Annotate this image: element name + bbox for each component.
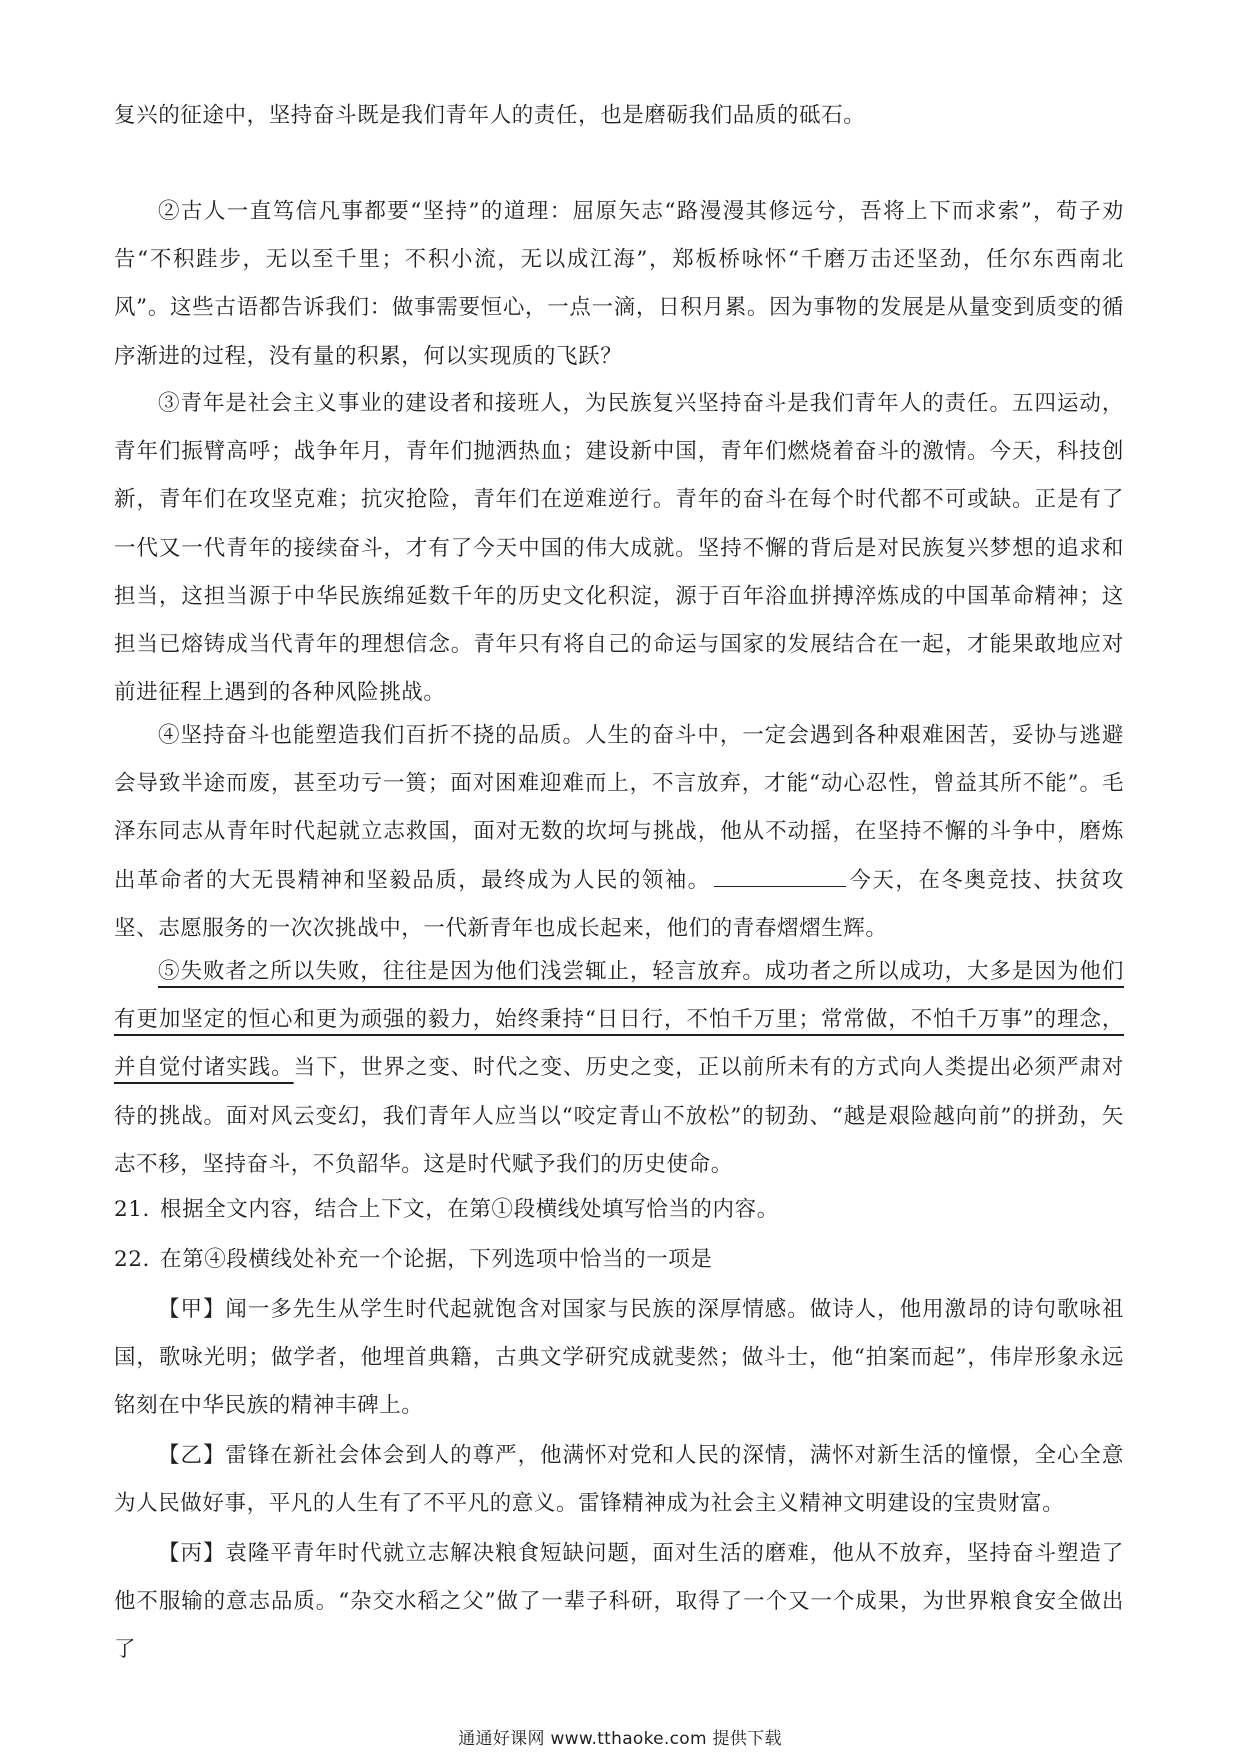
option-jia: 【甲】闻一多先生从学生时代起就饱含对国家与民族的深厚情感。做诗人，他用激昂的诗句歌咏祖国，歌咏光明；做学者，他埋首典籍，古典文学研究成就斐然；做斗士，他“拍案而起”，伟岸形象永远铭刻在中华民族的精神丰碑上。 [114,1297,1124,1419]
paragraph-4-part-a: ④坚持奋斗也能塑造我们百折不挠的品质。人生的奋斗中，一定会遇到各种艰难困苦，妥协与逃避会导致半途而废，甚至功亏一篑；面对困难迎难而上，不言放弃，才能“动心忍性，曾益其所不能”。毛泽东同志从青年时代起就立志救国，面对无数的坎坷与挑战，他从不动摇，在坚持不懈的斗争中，磨炼出革命者的大无畏精神和坚毅品质，最终成为人民的领袖。 [114,723,1124,893]
option-bing: 【丙】袁隆平青年时代就立志解决粮食短缺问题，面对生活的磨难，他从不放弃，坚持奋斗塑造了他不服输的意志品质。“杂交水稻之父”做了一辈子科研，取得了一个又一个成果，为世界粮食安全做出了 [114,1541,1124,1663]
question-number: 22. [114,1247,150,1272]
question-text: 在第④段横线处补充一个论据，下列选项中恰当的一项是 [160,1247,713,1272]
paragraph-4-part-b: 今天，在冬奥竞技、扶贫攻坚、志愿服务的一次次挑战中，一代新青年也成长起来，他们的青春熠熠生辉。 [114,867,1125,941]
option-yi: 【乙】雷锋在新社会体会到人的尊严，他满怀对党和人民的深情，满怀对新生活的憧憬，全心全意为人民做好事，平凡的人生有了不平凡的意义。雷锋精神成为社会主义精神文明建设的宝贵财富。 [114,1443,1124,1517]
question-22 [114,1236,1124,1284]
paragraph-5 [114,948,1124,1189]
fill-in-blank-line [714,885,846,887]
question-21 [114,1186,1124,1234]
paragraph-5-rest: 当下，世界之变、时代之变、历史之变，正以前所未有的方式向人类提出必须严肃对待的挑战。面对风云变幻，我们青年人应当以“咬定青山不放松”的韧劲、“越是艰险越向前”的拼劲，矢志不移，坚持奋斗，不负韶华。这是时代赋予我们的历史使命。 [114,1055,1124,1177]
paragraph-2: ②古人一直笃信凡事都要“坚持”的道理：屈原矢志“路漫漫其修远兮，吾将上下而求索”，荀子劝告“不积跬步，无以至千里；不积小流，无以成江海”，郑板桥咏怀“千磨万击还坚劲，任尔东西南北风”。这些古语都告诉我们：做事需要恒心，一点一滴，日积月累。因为事物的发展是从量变到质变的循序渐进的过程，没有量的积累，何以实现质的飞跃？ [114,199,1124,369]
question-number: 21. [114,1197,150,1222]
question-text: 根据全文内容，结合上下文，在第①段横线处填写恰当的内容。 [160,1197,779,1222]
paragraph-4 [114,712,1124,953]
paragraph-5-underlined: ⑤失败者之所以失败，往往是因为他们浅尝辄止，轻言放弃。成功者之所以成功，大多是因为他们有更加坚定的恒心和更为顽强的毅力，始终秉持“日日行，不怕千万里；常常做，不怕千万事”的理念，并自觉付诸实践。 [114,959,1124,1081]
paragraph-3: ③青年是社会主义事业的建设者和接班人，为民族复兴坚持奋斗是我们青年人的责任。五四运动，青年们振臂高呼；战争年月，青年们抛洒热血；建设新中国，青年们燃烧着奋斗的激情。今天，科技创新，青年们在攻坚克难；抗灾抢险，青年们在逆难逆行。青年的奋斗在每个时代都不可或缺。正是有了一代又一代青年的接续奋斗，才有了今天中国的伟大成就。坚持不懈的背后是对民族复兴梦想的追求和担当，这担当源于中华民族绵延数千年的历史文化积淀，源于百年浴血拼搏淬炼成的中国革命精神；这担当已熔铸成当代青年的理想信念。青年只有将自己的命运与国家的发展结合在一起，才能果敢地应对前进征程上遇到的各种风险挑战。 [114,391,1124,706]
paragraph-intro: 复兴的征途中，坚持奋斗既是我们青年人的责任，也是磨砺我们品质的砥石。 [114,103,866,128]
page-footer: 通通好课网 www.tthaoke.com 提供下载 [458,1729,782,1749]
